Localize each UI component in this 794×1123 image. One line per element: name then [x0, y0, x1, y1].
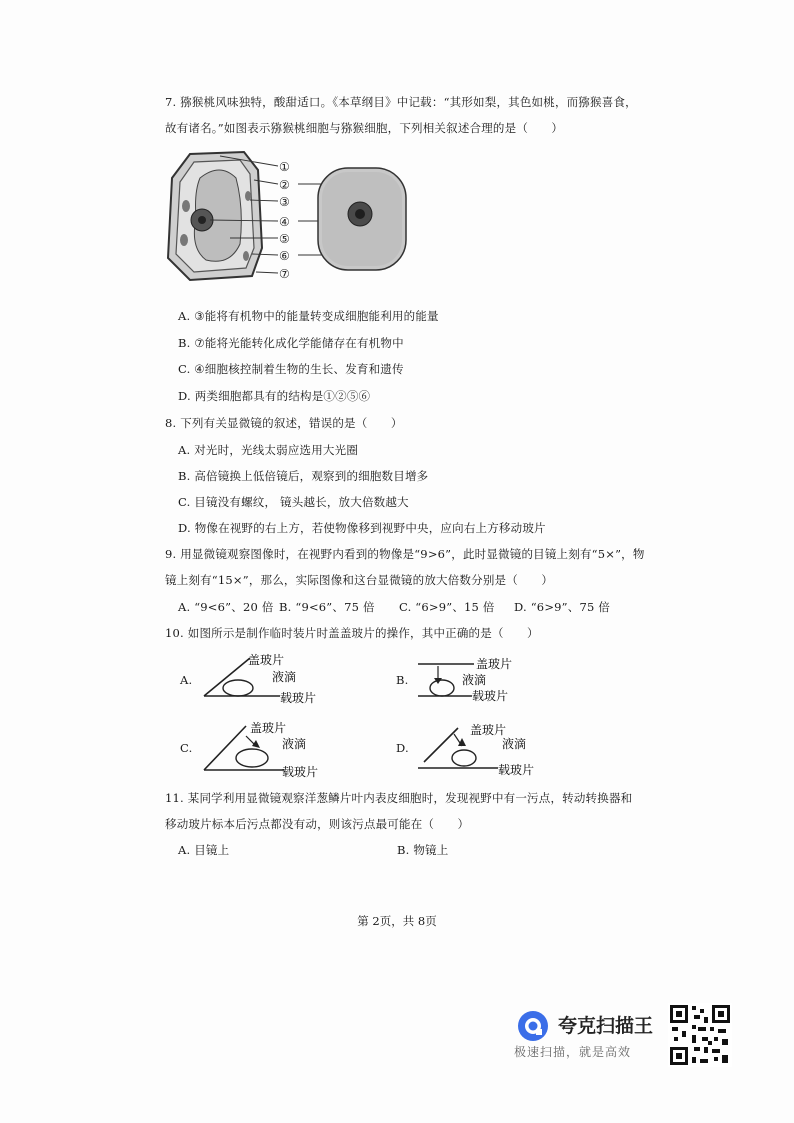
d-cover-label: 盖玻片 — [470, 723, 507, 737]
qr-code-icon — [668, 1003, 732, 1071]
q9-option-a: A. “9<6”、20 倍 — [178, 600, 274, 614]
q10-option-b-figure — [414, 650, 554, 716]
q10-stem: 10. 如图所示是制作临时装片时盖盖玻片的操作，其中正确的是（ ） — [165, 626, 539, 640]
q8-option-d: D. 物像在视野的右上方，若使物像移到视野中央，应向右上方移动玻片 — [178, 521, 546, 535]
q9-option-b: B. “9<6”、75 倍 — [279, 600, 375, 614]
c-cover-label: 盖玻片 — [250, 721, 287, 735]
q7-option-b: B. ⑦能将光能转化成化学能储存在有机物中 — [178, 336, 404, 350]
q10-option-b-letter: B. — [396, 673, 409, 687]
label-7: ⑦ — [279, 267, 290, 281]
animal-cell-diagram — [318, 168, 406, 270]
a-drop-label: 液滴 — [272, 670, 297, 684]
label-5: ⑤ — [279, 232, 290, 246]
page-number-footer: 第 2页，共 8页 — [357, 914, 437, 928]
q9-option-d: D. “6>9”、75 倍 — [514, 600, 611, 614]
q9-option-c: C. “6>9”、15 倍 — [399, 600, 495, 614]
q10-option-c-figure — [196, 718, 336, 784]
q8-option-a: A. 对光时，光线太弱应选用大光圈 — [178, 443, 359, 457]
b-cover-label: 盖玻片 — [476, 657, 513, 671]
c-slide-label: 载玻片 — [282, 765, 319, 779]
q11-option-b: B. 物镜上 — [397, 843, 449, 857]
q8-option-c: C. 目镜没有螺纹， 镜头越长，放大倍数越大 — [178, 495, 409, 509]
b-drop-label: 液滴 — [462, 673, 487, 687]
c-drop-label: 液滴 — [282, 737, 307, 751]
d-drop-label: 液滴 — [502, 737, 527, 751]
plant-cell-diagram — [168, 152, 262, 280]
q11-stem-line1: 11. 某同学利用显微镜观察洋葱鳞片叶内表皮细胞时，发现视野中有一污点，转动转换器和 — [165, 791, 633, 805]
label-1: ① — [279, 160, 290, 174]
a-cover-label: 盖玻片 — [248, 653, 285, 667]
q9-stem-line2: 镜上刻有“15×”，那么，实际图像和这台显微镜的放大倍数分别是（ ） — [165, 573, 554, 587]
q7-option-d: D. 两类细胞都具有的结构是①②⑤⑥ — [178, 389, 371, 403]
q8-stem: 8. 下列有关显微镜的叙述，错误的是（ ） — [165, 416, 403, 430]
scanner-watermark — [510, 1003, 750, 1067]
q10-option-c-letter: C. — [180, 741, 193, 755]
q8-option-b: B. 高倍镜换上低倍镜后，观察到的细胞数目增多 — [178, 469, 429, 483]
q7-option-a: A. ③能将有机物中的能量转变成细胞能利用的能量 — [178, 309, 439, 323]
label-2: ② — [279, 178, 290, 192]
q10-option-d-letter: D. — [396, 741, 409, 755]
q11-stem-line2: 移动玻片标本后污点都没有动，则该污点最可能在（ ） — [165, 817, 470, 831]
label-4: ④ — [279, 215, 290, 229]
b-slide-label: 载玻片 — [472, 689, 509, 703]
quark-logo-icon — [516, 1009, 550, 1047]
a-slide-label: 载玻片 — [280, 691, 317, 705]
q10-option-a-letter: A. — [180, 673, 193, 687]
q10-option-a-figure — [196, 650, 336, 716]
q11-option-a: A. 目镜上 — [178, 843, 230, 857]
d-slide-label: 载玻片 — [498, 763, 535, 777]
q7-stem-line2: 故有诸名。”如图表示猕猴桃细胞与猕猴细胞，下列相关叙述合理的是（ ） — [165, 121, 564, 135]
watermark-title: 夸克扫描王 — [558, 1015, 654, 1037]
label-3: ③ — [279, 195, 290, 209]
q7-stem-line1: 7. 猕猴桃风味独特，酸甜适口。《本草纲目》中记载：“其形如梨，其色如桃，而猕猴喜食， — [165, 95, 637, 109]
q9-stem-line1: 9. 用显微镜观察图像时，在视野内看到的物像是“9>6”，此时显微镜的目镜上刻有“5×”，物 — [165, 547, 645, 561]
label-6: ⑥ — [279, 249, 290, 263]
q10-option-d-figure — [414, 718, 554, 784]
q7-cell-figure — [160, 148, 430, 292]
q7-option-c: C. ④细胞核控制着生物的生长、发育和遗传 — [178, 362, 404, 376]
watermark-subtitle: 极速扫描，就是高效 — [514, 1045, 632, 1059]
